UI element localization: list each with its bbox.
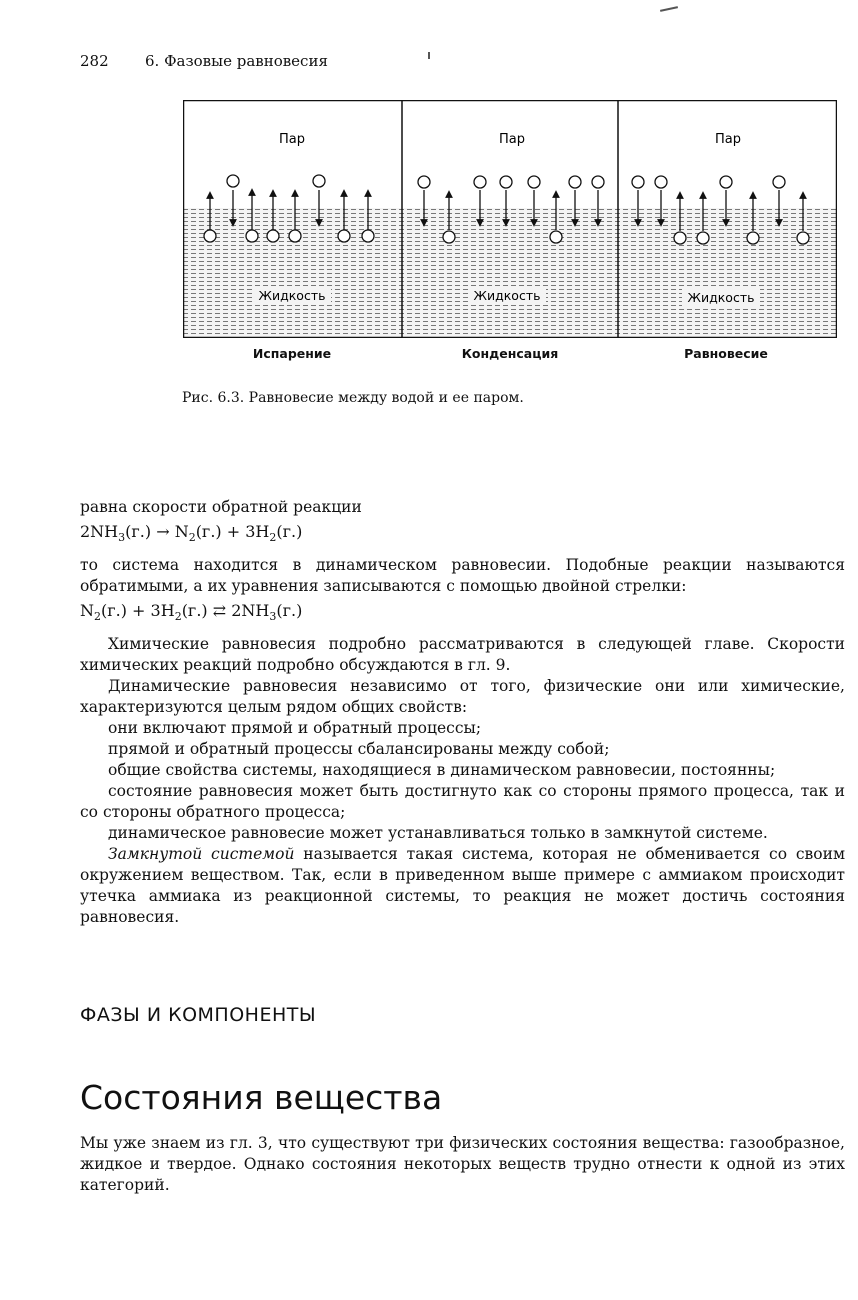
body-text bbox=[80, 497, 845, 928]
list-item: прямой и обратный процессы сбалансированы между собой; bbox=[108, 740, 610, 759]
paragraph: Химические равновесия подробно рассматриваются в следующей главе. Скорости химических реакций подробно обсуждаются в гл. 9. bbox=[80, 635, 845, 675]
list-item: они включают прямой и обратный процессы; bbox=[108, 719, 482, 738]
paragraph: то система находится в динамическом равновесии. Подобные реакции называются обратимыми, а их уравнения записываются с помощью двойной стрелки: bbox=[80, 556, 845, 596]
paragraph: Замкнутой системой называется такая система, которая не обменивается со своим окружением веществом. Так, если в приведенном выше примере с аммиаком происходит утечка аммиака из реакционной системы, то реакция не может достичь состояния равновесия. bbox=[80, 845, 845, 927]
vapor-label: Пар bbox=[499, 132, 525, 147]
section-title: Состояния вещества bbox=[80, 1078, 443, 1117]
list-item: динамическое равновесие может устанавливаться только в замкнутой системе. bbox=[108, 824, 768, 843]
panel-caption-condensation: Конденсация bbox=[461, 346, 559, 361]
paragraph: Динамические равновесия независимо от того, физические они или химические, характеризуются целым рядом общих свойств: bbox=[80, 677, 845, 717]
vapor-label: Пар bbox=[715, 132, 741, 147]
panel-caption-equilibrium: Равновесие bbox=[684, 346, 768, 361]
figure-caption: Рис. 6.3. Равновесие между водой и ее паром. bbox=[182, 390, 524, 406]
scan-mark bbox=[660, 6, 678, 12]
list-item: состояние равновесия может быть достигнуто как со стороны прямого процесса, так и со стороны обратного процесса; bbox=[80, 782, 845, 822]
section-heading: ФАЗЫ И КОМПОНЕНТЫ bbox=[80, 1004, 317, 1026]
term-closed-system: Замкнутой системой bbox=[108, 845, 295, 864]
chapter-title: 6. Фазовые равновесия bbox=[145, 52, 328, 70]
page-number: 282 bbox=[80, 52, 109, 70]
liquid-label: Жидкость bbox=[473, 288, 541, 303]
panel-caption-evaporation: Испарение bbox=[252, 346, 332, 361]
equation-decomposition: $2NH_3(г.) \to N_2(г.) + 3H_2(г.)$ bbox=[80, 522, 303, 545]
section-paragraph: Мы уже знаем из гл. 3, что существуют три физических состояния вещества: газообразное, жидкое и твердое. Однако состояния некоторых веществ трудно отнести к одной из этих категорий. bbox=[80, 1134, 845, 1194]
list-item: общие свойства системы, находящиеся в динамическом равновесии, постоянны; bbox=[108, 761, 776, 780]
scan-mark bbox=[428, 52, 430, 59]
equation-reversible: $N_2(г.) + 3H_2(г.)$ ⇄ $2NH_3(г.)$ bbox=[80, 601, 303, 624]
liquid-label: Жидкость bbox=[258, 288, 326, 303]
vapor-label: Пар bbox=[279, 132, 305, 147]
liquid-label: Жидкость bbox=[687, 290, 755, 305]
liquid-area bbox=[183, 208, 837, 338]
figure-6-3 bbox=[183, 100, 837, 338]
paragraph: равна скорости обратной реакции bbox=[80, 498, 362, 516]
